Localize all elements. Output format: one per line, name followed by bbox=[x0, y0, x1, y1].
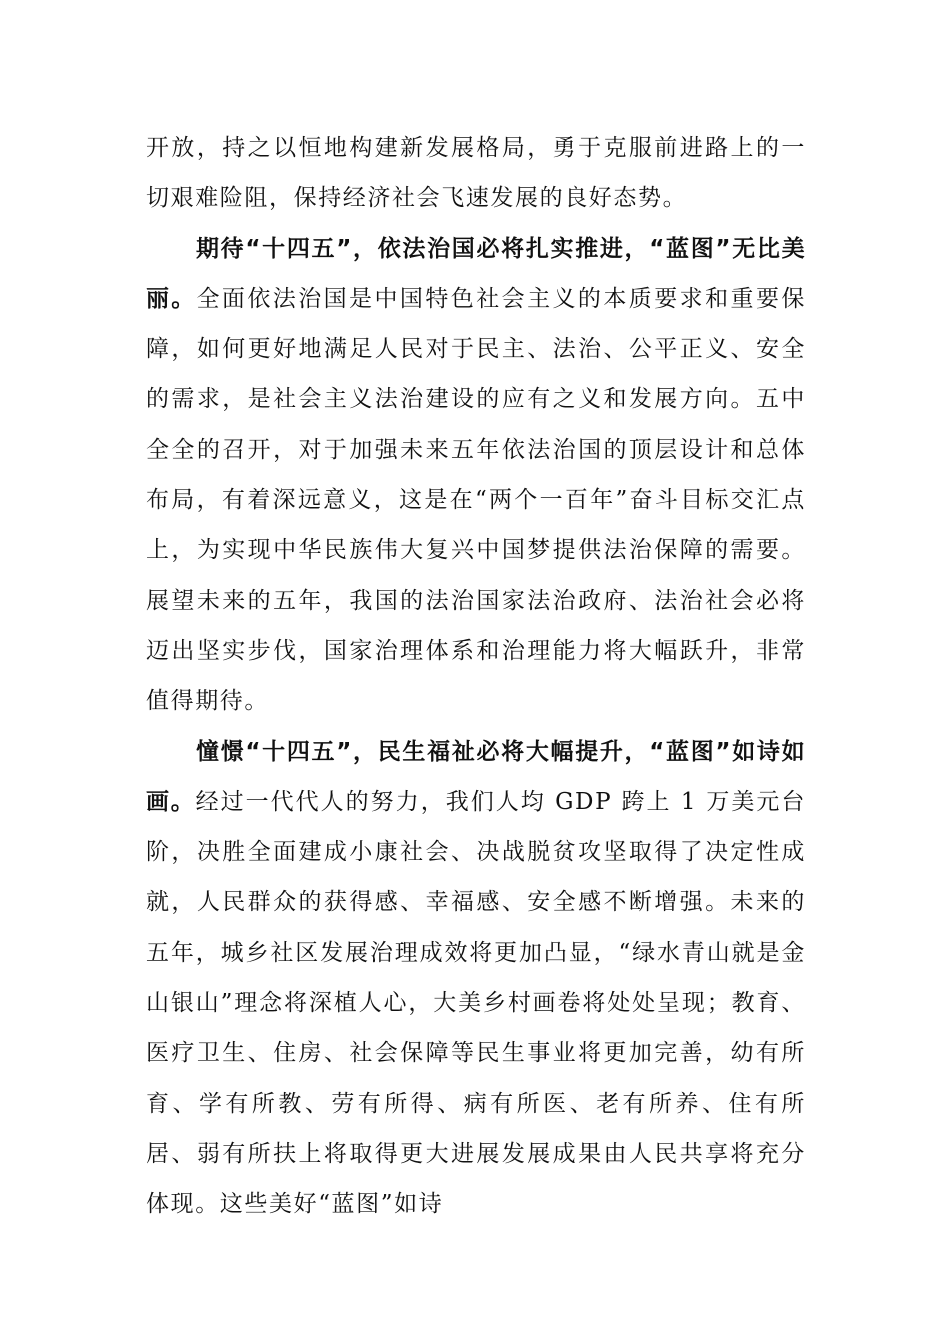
paragraph-continuation bbox=[146, 123, 806, 224]
paragraph-body: 经过一代代人的努力，我们人均 GDP 跨上 1 万美元台阶，决胜全面建成小康社会、决战脱贫攻坚取得了决定性成就，人民群众的获得感、幸福感、安全感不断增强。未来的五年，城乡社区发展治理成效将更加凸显，“绿水青山就是金山银山”理念将深植人心，大美乡村画卷将处处呈现；教育、医疗卫生、住房、社会保障等民生事业将更加完善，幼有所育、学有所教、劳有所得、病有所医、老有所养、住有所居、弱有所扶上将取得更大进展发展成果由人民共享将充分体现。这些美好“蓝图”如诗 bbox=[146, 788, 806, 1218]
paragraph-body: 全面依法治国是中国特色社会主义的本质要求和重要保障，如何更好地满足人民对于民主、法治、公平正义、安全的需求，是社会主义法治建设的应有之义和发展方向。五中全全的召开，对于加强未来五年依法治国的顶层设计和总体布局，有着深远意义，这是在“两个一百年”奋斗目标交汇点上，为实现中华民族伟大复兴中国梦提供法治保障的需要。展望未来的五年，我国的法治国家法治政府、法治社会必将迈出坚实步伐，国家治理体系和治理能力将大幅跃升，非常值得期待。 bbox=[146, 285, 806, 715]
document-page bbox=[146, 123, 806, 1230]
paragraph-lead: 憧憬“十四五”，民生福祉必将大幅提升，“蓝图”如诗如画。 bbox=[146, 738, 806, 815]
paragraph-body: 开放，持之以恒地构建新发展格局，勇于克服前进路上的一切艰难险阻，保持经济社会飞速发展的良好态势。 bbox=[146, 135, 806, 212]
paragraph-rule-of-law bbox=[146, 224, 806, 727]
paragraph-livelihood bbox=[146, 727, 806, 1230]
paragraph-lead: 期待“十四五”，依法治国必将扎实推进，“蓝图”无比美丽。 bbox=[146, 235, 806, 312]
